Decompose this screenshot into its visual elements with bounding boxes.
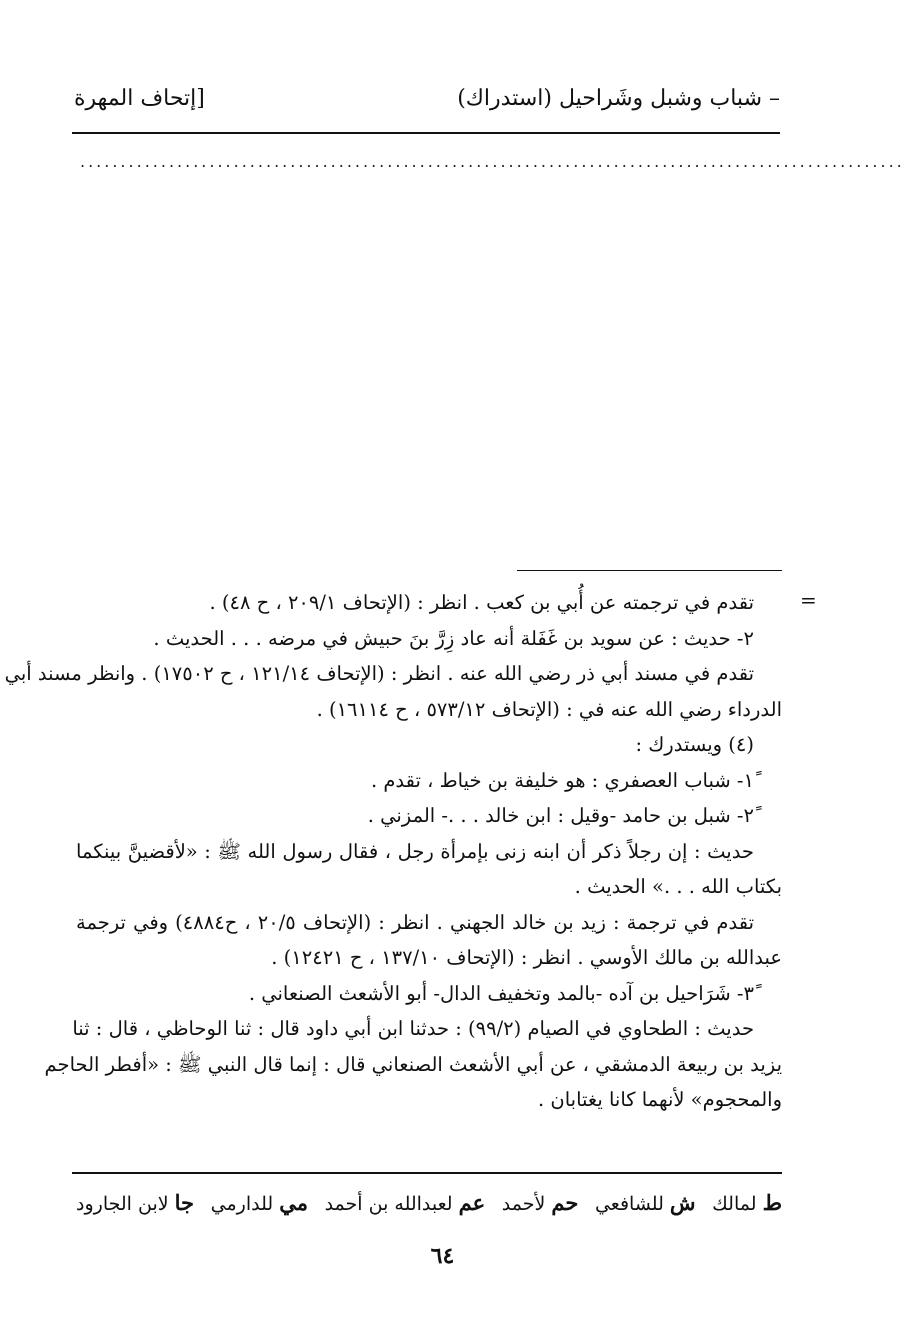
abbreviation-code: حم [551, 1190, 579, 1215]
page-number: ٦٤ [430, 1243, 455, 1269]
abbreviation-label: لمالك [712, 1193, 757, 1215]
abbreviation-code: مي [279, 1190, 308, 1215]
footnote-line: تقدم في ترجمة : زيد بن خالد الجهني . انظر : (الإتحاف ٢٠/٥ ، ح٤٨٨٤) وفي ترجمة [76, 910, 754, 934]
footnotes [4, 585, 782, 1118]
footnote-line: (٤) ويستدرك : [635, 733, 754, 756]
dotted-line: ...................................................................................................... [80, 152, 905, 171]
abbreviation-item [76, 1190, 194, 1215]
abbreviation-item [325, 1190, 486, 1215]
abbreviation-code: ط [762, 1190, 782, 1215]
abbreviation-item [712, 1190, 782, 1215]
abbreviation-label: لأحمد [501, 1193, 546, 1215]
footnote-line: ٢ً- شبل بن حامد -وقيل : ابن خالد . . .- المزني . [367, 804, 754, 827]
footnote-continuation-mark: = [800, 588, 817, 612]
footnote-line: والمحجوم» لأنهما كانا يغتابان . [538, 1088, 782, 1111]
abbreviation-label: لعبدالله بن أحمد [324, 1193, 453, 1215]
abbreviation-label: لابن الجارود [76, 1193, 169, 1215]
footnote-line: يزيد بن ربيعة الدمشقي ، عن أبي الأشعث الصنعاني قال : إنما قال النبي ﷺ : «أفطر الحاجم [44, 1052, 782, 1076]
running-header-book: [إتحاف المهرة [74, 86, 205, 111]
footnote-line: حديث : إن رجلاً ذكر أن ابنه زنى بإمرأة رجل ، فقال رسول الله ﷺ : «لأقضينَّ بينكما [76, 839, 754, 863]
footnote-line: تقدم في مسند أبي ذر رضي الله عنه . انظر : (الإتحاف ١٢١/١٤ ، ح ١٧٥٠٢) . وانظر مسند أبي [4, 662, 754, 685]
footnote-line: حديث : الطحاوي في الصيام (٩٩/٢) : حدثنا ابن أبي داود قال : ثنا الوحاظي ، قال : ثنا [72, 1017, 754, 1040]
footnote-line: بكتاب الله . . .» الحديث . [574, 875, 782, 898]
footnote-line: الدرداء رضي الله عنه في : (الإتحاف ٥٧٣/١٢ ، ح ١٦١١٤) . [316, 697, 782, 721]
abbreviation-item [502, 1190, 579, 1215]
footnote-line: عبدالله بن مالك الأوسي . انظر : (الإتحاف ١٣٧/١٠ ، ح ١٢٤٢١) . [271, 946, 782, 969]
abbreviation-code: عم [458, 1190, 486, 1215]
abbreviation-item [211, 1190, 308, 1215]
abbreviation-label: للشافعي [594, 1193, 664, 1215]
abbreviation-code: ش [669, 1190, 696, 1215]
abbreviation-label: للدارمي [210, 1193, 274, 1215]
footnote-line: ٢- حديث : عن سويد بن غَفَلة أنه عاد زِرَّ بنَ حبيش في مرضه . . . الحديث . [153, 626, 754, 650]
abbreviations-rule [72, 1172, 782, 1174]
abbreviation-code: جا [174, 1190, 195, 1215]
running-header-title: – شباب وشبل وشَراحيل (استدراك) [457, 86, 780, 111]
footnote-line: ٣ً- شَرَاحيل بن آده -بالمد وتخفيف الدال- أبو الأشعث الصنعاني . [248, 981, 754, 1005]
footnote-line: تقدم في ترجمته عن أُبي بن كعب . انظر : (الإتحاف ٢٠٩/١ ، ح ٤٨) . [209, 591, 754, 614]
footnote-line: ١ً- شباب العصفري : هو خليفة بن خياط ، تقدم . [370, 768, 754, 792]
footnote-rule [517, 570, 782, 571]
header-rule [72, 132, 780, 134]
abbreviation-item [595, 1190, 696, 1215]
abbreviations-key [76, 1190, 782, 1215]
